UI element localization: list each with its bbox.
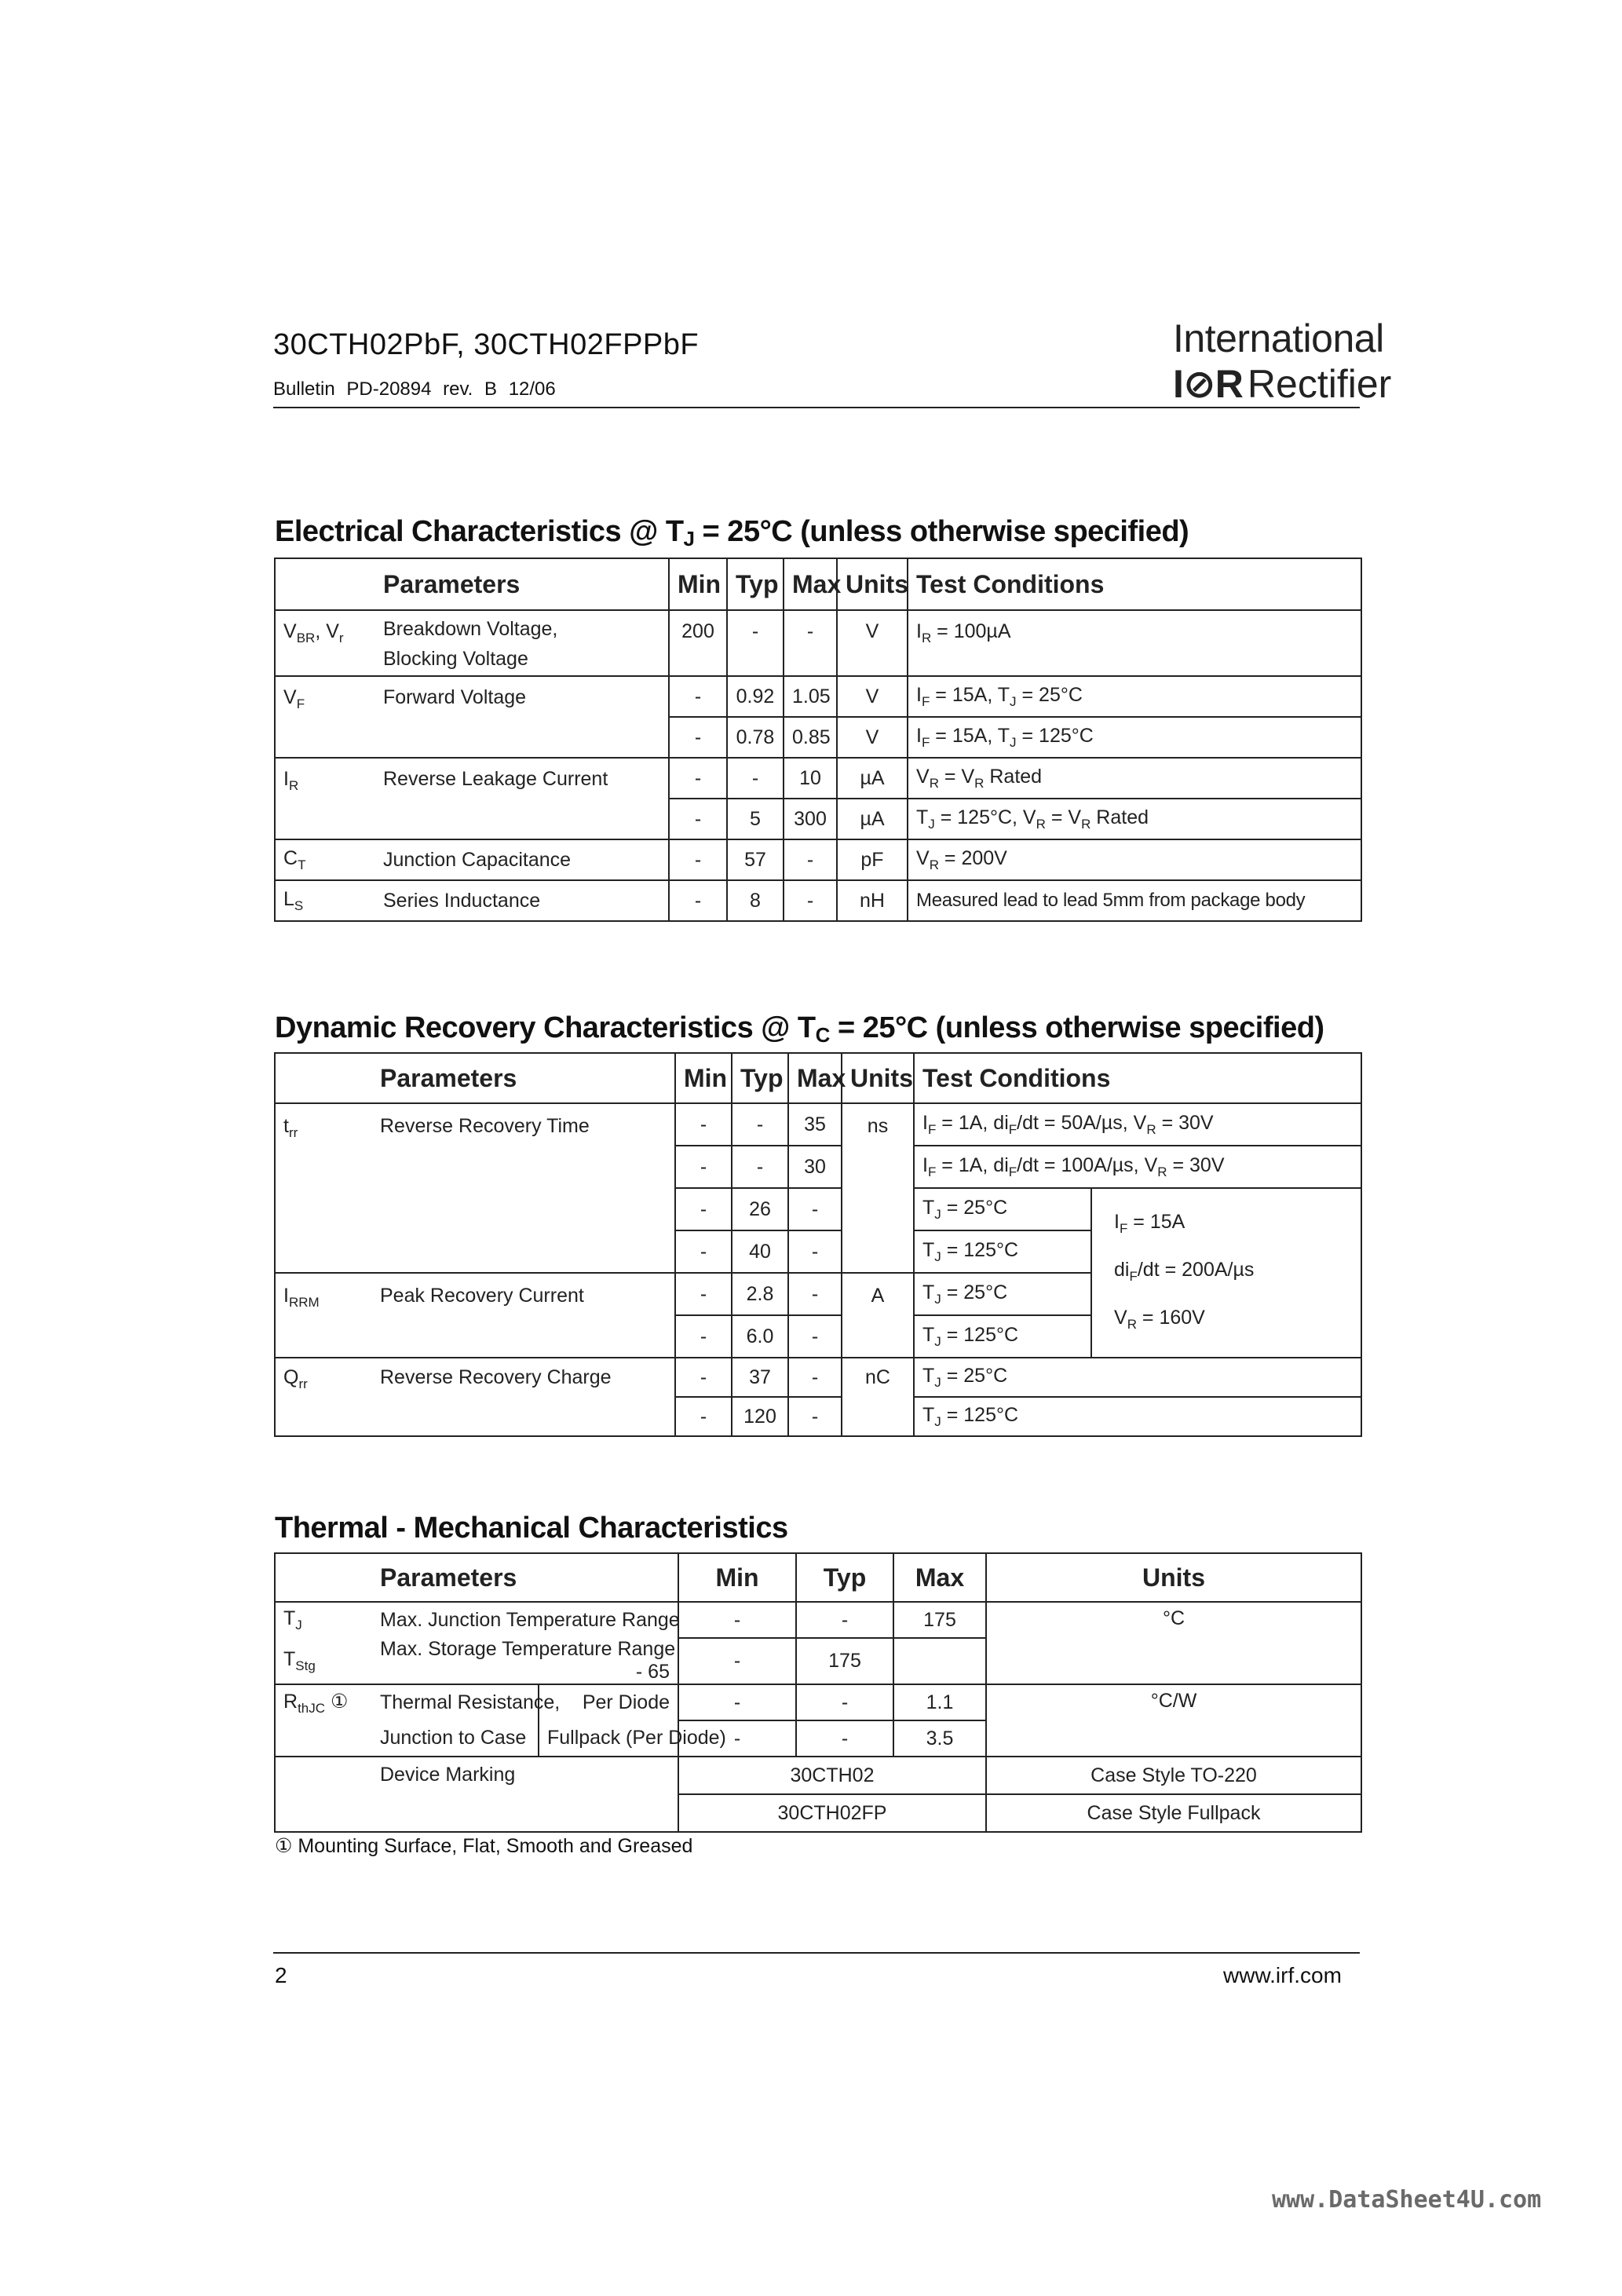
footer-url: www.irf.com bbox=[1223, 1963, 1342, 1987]
table-row: $I_R$ Reverse Leakage Current - - 10 µA $V_R = V_R$ Rated bbox=[275, 758, 1361, 799]
table-row: $I_{RRM}$ Peak Recovery Current - 2.8 - A $T_J = 25^\circ C$ bbox=[275, 1273, 1361, 1315]
table-row: - 0.78 0.85 V $I_F = 15A$, $T_J = 125^\circ C$ bbox=[275, 717, 1361, 758]
table-row: - 40 - $T_J = 125^\circ C$ bbox=[275, 1230, 1361, 1273]
footnote: ① Mounting Surface, Flat, Smooth and Greased bbox=[275, 1835, 693, 1857]
header-parameters: Parameters bbox=[375, 558, 669, 610]
table-row: $t_{rr}$ Reverse Recovery Time - - 35 ns $I_F = 1A$, $di_F/dt = 50A/\mu s$, $V_R = 30V$ bbox=[275, 1103, 1361, 1146]
table-row: $C_T$ Junction Capacitance - 57 - pF $V_R = 200V$ bbox=[275, 839, 1361, 880]
document-title: 30CTH02PbF, 30CTH02FPPbF bbox=[273, 328, 700, 361]
page-number: 2 bbox=[275, 1963, 287, 1987]
table-row: $Q_{rr}$ Reverse Recovery Charge - 37 - nC $T_J = 25^\circ C$ bbox=[275, 1358, 1361, 1397]
header-units: Units bbox=[837, 558, 908, 610]
dynamic-recovery-table: Parameters Min Typ Max Units Test Conditions $t_{rr}$ Reverse Recovery Time - - 35 ns $I_F = 1A$, $di_F/dt = 50A/\mu s$, $V_R = 30V$ - - 30 $I_F = 1A$, $di_F/dt = 100A/\mu s$, $V_R = 30V$ - 26 - $T_J = 25^\circ C$ $I_F = 15A$ $di_F/dt = 200A/\mu s$ $V_R = 160V$ - 40 - $T_J = 125^\circ C$ $I_{RRM}$ Peak Recovery Current - 2.8 - A $T_J = 25^\circ C$ - 6.0 - $T_J = 125^\circ C$ $Q_{rr}$ Reverse Recovery Charge - 37 - nC $T_J = 25^\circ C$ - 120 - $T_J = 125^\circ C$ bbox=[274, 1052, 1362, 1437]
shared-test-conditions: $I_F = 15A$ $di_F/dt = 200A/\mu s$ $V_R = 160V$ bbox=[1091, 1188, 1361, 1358]
header-rule bbox=[273, 407, 1360, 408]
bulletin-number: Bulletin PD-20894 rev. B 12/06 bbox=[273, 378, 556, 400]
table-row: 30CTH02FP Case Style Fullpack bbox=[275, 1794, 1361, 1832]
electrical-characteristics-table bbox=[274, 558, 1362, 922]
ior-logo-mark: I⊘R bbox=[1173, 362, 1243, 406]
table-row: $R_{thJC}$ ① Thermal Resistance, Per Diode - - 1.1 °C/W bbox=[275, 1684, 1361, 1720]
header-typ: Typ bbox=[727, 558, 784, 610]
table-row: $T_J$ Max. Junction Temperature Range - - 175 °C bbox=[275, 1602, 1361, 1638]
footer-rule bbox=[273, 1952, 1360, 1954]
table-row: Junction to Case Fullpack (Per Diode) - - 3.5 bbox=[275, 1720, 1361, 1757]
table-row: Device Marking 30CTH02 Case Style TO-220 bbox=[275, 1757, 1361, 1794]
header-max: Max bbox=[784, 558, 837, 610]
table-row: - 26 - $T_J = 25^\circ C$ $I_F = 15A$ $di_F/dt = 200A/\mu s$ $V_R = 160V$ bbox=[275, 1188, 1361, 1230]
table-row: - 120 - $T_J = 125^\circ C$ bbox=[275, 1397, 1361, 1436]
table-row: - - 30 $I_F = 1A$, $di_F/dt = 100A/\mu s$, $V_R = 30V$ bbox=[275, 1146, 1361, 1188]
table-row: - 5 300 µA $T_J = 125^\circ C$, $V_R = V_R$ Rated bbox=[275, 799, 1361, 839]
watermark-text: www.DataSheet4U.com bbox=[1272, 2186, 1542, 2214]
dynamic-section-title: Dynamic Recovery Characteristics @ $T_C = 25^\circ C$ (unless otherwise specified) bbox=[275, 1011, 1324, 1047]
thermal-mechanical-table: Parameters Min Typ Max Units $T_J$ Max. Junction Temperature Range - - 175 °C $T_{Stg}$ Max. Storage Temperature Range - 65 - 175 $R_{thJC}$ ① Thermal Resistance, Per Diode - - 1.1 °C/W Junction to Case Fullpack (Per Diode) - - 3.5 Device Marking 30CTH02 Case Style TO-220 30CTH02FP Case Style Fullpack bbox=[274, 1552, 1362, 1833]
thermal-section-title: Thermal - Mechanical Characteristics bbox=[275, 1512, 788, 1545]
electrical-section-title: Electrical Characteristics @ $T_J = 25^\circ C$ (unless otherwise specified) bbox=[275, 515, 1189, 550]
table-row: $T_{Stg}$ Max. Storage Temperature Range - 65 - 175 bbox=[275, 1638, 1361, 1684]
table-row: $V_{BR}$, $V_r$ Breakdown Voltage, Blocking Voltage 200 - - V $I_R = 100\mu A$ bbox=[275, 610, 1361, 676]
header-test-conditions: Test Conditions bbox=[908, 558, 1361, 610]
company-logo bbox=[1173, 361, 1391, 407]
logo-rectifier-text: Rectifier bbox=[1247, 362, 1392, 406]
table-row: $V_F$ Forward Voltage - 0.92 1.05 V $I_F = 15A$, $T_J = 25^\circ C$ bbox=[275, 676, 1361, 717]
header-min: Min bbox=[669, 558, 727, 610]
logo-international-text: International bbox=[1173, 316, 1384, 360]
table-row: $L_S$ Series Inductance - 8 - nH Measured lead to lead 5mm from package body bbox=[275, 880, 1361, 921]
table-row: - 6.0 - $T_J = 125^\circ C$ bbox=[275, 1315, 1361, 1358]
